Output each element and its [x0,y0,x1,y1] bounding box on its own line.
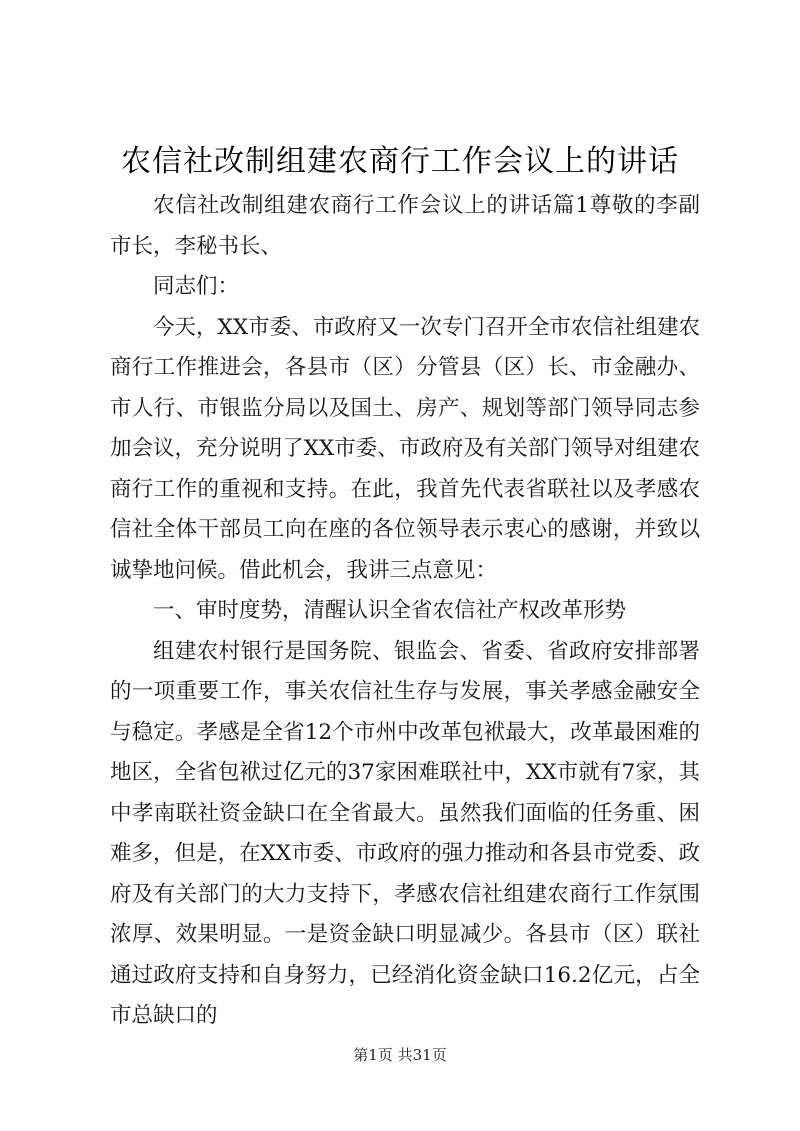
page-footer: 第1页 共31页 [353,1046,447,1064]
paragraph: 今天，XX市委、市政府又一次专门召开全市农信社组建农商行工作推进会，各县市（区）分管县（区）长、市金融办、市人行、市银监分局以及国土、房产、规划等部门领导同志参加会议，充分说明了XX市委、市政府及有关部门领导对组建农商行工作的重视和支持。在此，我首先代表省联社以及孝感农信社全体干部员工向在座的各位领导表示衷心的感谢，并致以诚挚地问候。借此机会，我讲三点意见： [110,314,700,583]
paragraph: 同志们： [153,274,240,299]
paragraph: 组建农村银行是国务院、银监会、省委、省政府安排部署的一项重要工作，事关农信社生存与发展，事关孝感金融安全与稳定。孝感是全省12个市州中改革包袱最大，改革最困难的地区，全省包袱过亿元的37家困难联社中，XX市就有7家，其中孝南联社资金缺口在全省最大。虽然我们面临的任务重、困难多，但是，在XX市委、市政府的强力推动和各县市党委、政府及有关部门的大力支持下，孝感农信社组建农商行工作氛围浓厚、效果明显。一是资金缺口明显减少。各县市（区）联社通过政府支持和自身努力，已经消化资金缺口16.2亿元，占全市总缺口的 [110,638,700,1028]
document-body [110,186,700,1037]
section-heading: 一、审时度势，清醒认识全省农信社产权改革形势 [153,598,627,623]
document-title: 农信社改制组建农商行工作会议上的讲话 [121,144,679,179]
paragraph: 农信社改制组建农商行工作会议上的讲话篇1尊敬的李副市长，李秘书长、 [110,193,700,259]
